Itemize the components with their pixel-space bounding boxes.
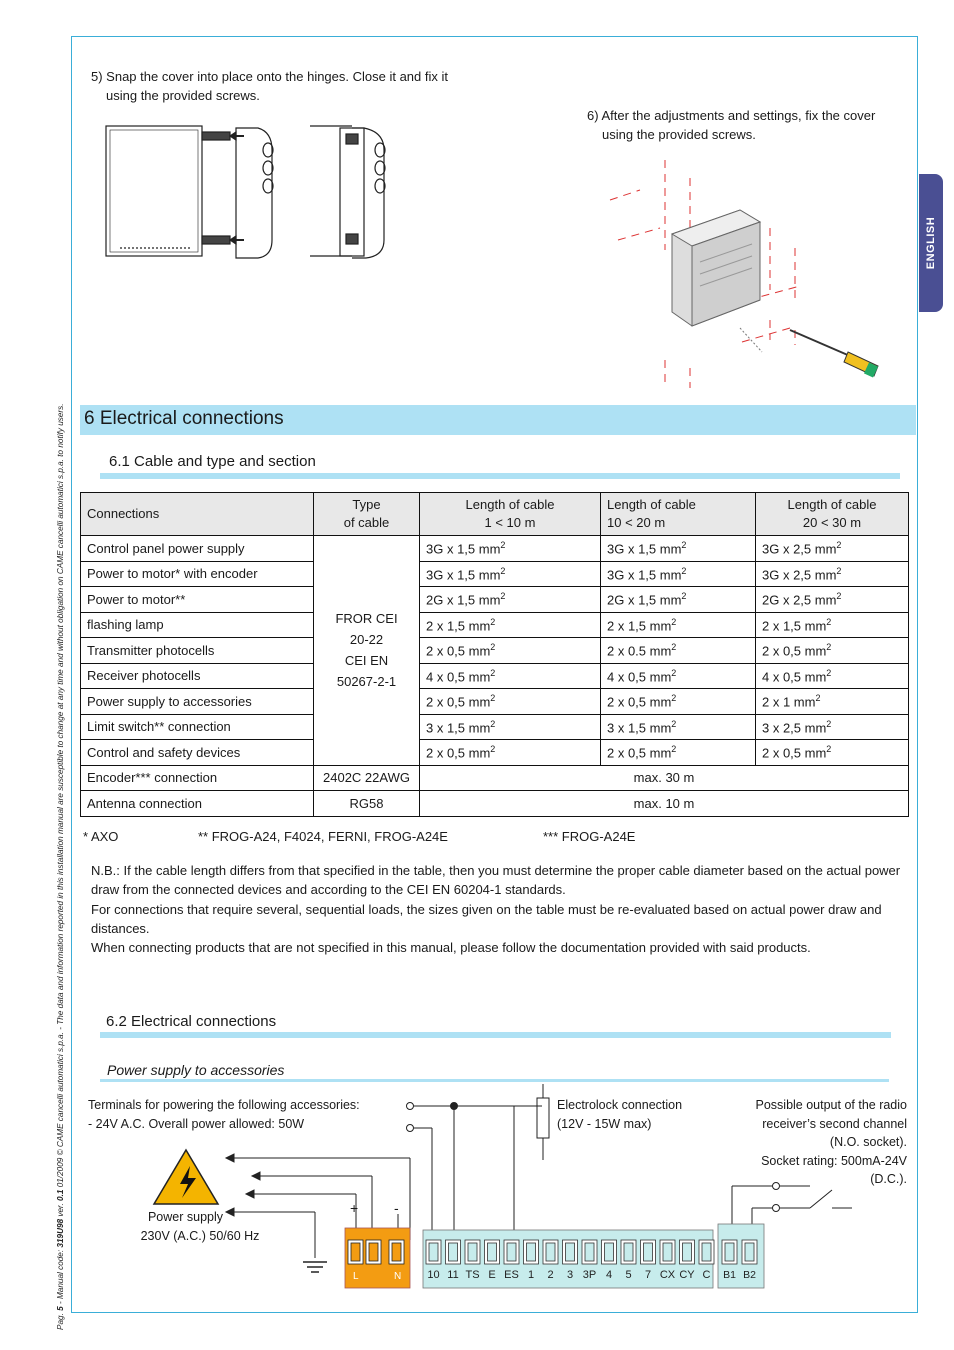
cable-section: 2 x 0,5 $mm^2$ bbox=[601, 689, 756, 715]
cable-section: 2 x 0,5 $mm^2$ bbox=[756, 638, 909, 664]
terminal-screw-inner bbox=[702, 1243, 711, 1261]
cable-section: 2 x 1,5 $mm^2$ bbox=[756, 612, 909, 638]
cover-screw-illustration bbox=[610, 160, 878, 388]
footnote-1: * AXO bbox=[83, 829, 119, 844]
table-row bbox=[81, 714, 909, 740]
cover-hinge-illustration-2 bbox=[310, 126, 385, 258]
connection-name: Antenna connection bbox=[81, 791, 314, 817]
table-row bbox=[81, 638, 909, 664]
table-row bbox=[81, 561, 909, 587]
cable-section: 2 x 1,5 $mm^2$ bbox=[420, 612, 601, 638]
terminal-label: CX bbox=[659, 1269, 676, 1281]
terminal-label: C bbox=[702, 1269, 711, 1281]
table-row bbox=[81, 663, 909, 689]
connection-name: Encoder*** connection bbox=[81, 765, 314, 791]
connection-name: Transmitter photocells bbox=[81, 638, 314, 664]
terminal-screw-inner bbox=[507, 1243, 516, 1261]
cable-section: 4 x 0,5 $mm^2$ bbox=[420, 663, 601, 689]
plus-sign: + bbox=[350, 1200, 359, 1216]
cable-section: 2 x 0,5 $mm^2$ bbox=[756, 740, 909, 766]
language-tab-label: ENGLISH bbox=[925, 216, 937, 270]
terminal-screw-inner bbox=[527, 1243, 536, 1261]
cable-section: 3 x 1,5 $mm^2$ bbox=[420, 714, 601, 740]
cable-section: 2 x 1,5 $mm^2$ bbox=[601, 612, 756, 638]
terminal-label: 7 bbox=[644, 1269, 652, 1281]
terminal-screw-inner bbox=[725, 1243, 734, 1261]
power-supply-label: Power supply bbox=[147, 1210, 224, 1224]
terminals-note: Terminals for powering the following accessories: - 24V A.C. Overall power allowed: 50W bbox=[88, 1098, 360, 1131]
cable-section: 2 x 0,5 $mm^2$ bbox=[601, 740, 756, 766]
terminal-screw-inner bbox=[663, 1243, 672, 1261]
table-row bbox=[81, 587, 909, 613]
cable-section: 2G x 1,5 $mm^2$ bbox=[601, 587, 756, 613]
diagram-title-rule bbox=[100, 1079, 889, 1082]
terminal-label: CY bbox=[679, 1269, 695, 1281]
terminal-label: 1 bbox=[527, 1269, 535, 1281]
cable-type: RG58 bbox=[314, 791, 420, 817]
minus-sign: - bbox=[394, 1200, 399, 1216]
terminal-N-label: N bbox=[394, 1271, 402, 1282]
terminal-label: 2 bbox=[547, 1269, 554, 1281]
cable-section: 3G x 1,5 $mm^2$ bbox=[601, 561, 756, 587]
section-header: 6 Electrical connections bbox=[80, 405, 916, 435]
terminal-screw-inner bbox=[745, 1243, 754, 1261]
cable-section: 2 x 0,5 $mm^2$ bbox=[420, 740, 601, 766]
cable-type-merged: FROR CEI 20-22 CEI EN 50267-2-1 bbox=[314, 536, 420, 766]
step-5-text: 5) Snap the cover into place onto the hinges. Close it and fix it using the provided screws. bbox=[91, 69, 448, 103]
subsection-6-2-rule bbox=[100, 1032, 891, 1038]
max-length: max. 10 m bbox=[420, 791, 909, 817]
terminal-L-label: L bbox=[353, 1271, 359, 1282]
connection-name: Receiver photocells bbox=[81, 663, 314, 689]
connection-name: Control panel power supply bbox=[81, 536, 314, 562]
cable-type: 2402C 22AWG bbox=[314, 765, 420, 791]
connection-name: Power supply to accessories bbox=[81, 689, 314, 715]
cable-table: Connections Type of cable Length of cable 1 < 10 m Length of cable 10 < 20 m Length of cable 20 < 30 m Control panel power supply FROR CEI 20-22 CEI EN 50267-2-1 3G x 1,5 $mm^2$ 3G x 1,5 $mm^2$ 3G x 2,5 $mm^2$ Power to motor* with encoder 3G x 1,5 $mm^2$ 3G x 1,5 $mm^2$ 3G x 2,5 $mm^2$ Power to motor** 2G x 1,5 $mm^2$ 2G x 1,5 $mm^2$ 2G x 2,5 $mm^2$ flashing lamp 2 x 1,5 $mm^2$ 2 x 1,5 $mm^2$ 2 x 1,5 $mm^2$ Transmitter photocells 2 x 0,5 $mm^2$ 2 x 0.5 $mm^2$ 2 x 0,5 $mm^2$ Receiver photocells 4 x 0,5 $mm^2$ 4 x 0,5 $mm^2$ 4 x 0,5 $mm^2$ Power supply to accessories 2 x 0,5 $mm^2$ 2 x 0,5 $mm^2$ 2 x 1 $mm^2$ Limit switch** connection 3 x 1,5 $mm^2$ 3 x 1,5 $mm^2$ 3 x 2,5 $mm^2$ Control and safety devices 2 x 0,5 $mm^2$ 2 x 0,5 $mm^2$ 2 x 0,5 $mm^2$ Encoder*** connection 2402C 22AWG max. 30 m Antenna connection RG58 max. 10 m bbox=[80, 492, 909, 817]
step-6-text: 6) After the adjustments and settings, fix the cover using the provided screws. bbox=[587, 108, 876, 142]
terminal-screw-inner bbox=[546, 1243, 555, 1261]
manual-note: Pag. 5 - Manual code: 319U98 ver. 0.1 01/2009 © CAME cancelli automatici s.p.a. - The data and information reported in this installation manual are susceptible to change at any time and without obligation on CAME cancelli automatici s.p.a. to notify users. bbox=[56, 403, 65, 1330]
notes: N.B.: If the cable length differs from that specified in the table, then you must determine the proper cable diameter based on the actual power draw from the connected devices and according to the CEI EN 60204-1 standards. For connections that require several, sequential loads, the sizes given on the table must be re-evaluated based on actual power draw and distances. When connecting products that are not specified in this manual, please follow the documentation provided with said products. bbox=[91, 863, 901, 956]
cable-section: 3G x 2,5 $mm^2$ bbox=[756, 561, 909, 587]
encoder-row bbox=[81, 765, 909, 791]
terminal-label: B1 bbox=[723, 1269, 736, 1281]
strip-cells bbox=[426, 1240, 757, 1264]
terminal-screw-inner bbox=[429, 1243, 438, 1261]
terminal-screw-inner bbox=[683, 1243, 692, 1261]
cable-section: 3G x 1,5 $mm^2$ bbox=[420, 536, 601, 562]
footnote-3: *** FROG-A24E bbox=[543, 829, 636, 844]
footnote-2: ** FROG-A24, F4024, FERNI, FROG-A24E bbox=[198, 829, 448, 844]
max-length: max. 30 m bbox=[420, 765, 909, 791]
connection-name: Limit switch** connection bbox=[81, 714, 314, 740]
cable-section: 2 x 0.5 $mm^2$ bbox=[601, 638, 756, 664]
subsection-6-1: 6.1 Cable and type and section bbox=[109, 453, 316, 470]
cable-section: 2 x 0,5 $mm^2$ bbox=[420, 689, 601, 715]
connection-name: flashing lamp bbox=[81, 612, 314, 638]
connection-name: Power to motor** bbox=[81, 587, 314, 613]
terminal-screw-inner bbox=[468, 1243, 477, 1261]
terminal-screw-inner bbox=[585, 1243, 594, 1261]
terminal-screw-inner bbox=[488, 1243, 497, 1261]
terminal-label: 3P bbox=[582, 1269, 597, 1281]
table-row bbox=[81, 689, 909, 715]
terminal-label: 4 bbox=[605, 1269, 613, 1281]
warning-high-voltage-icon bbox=[154, 1150, 218, 1204]
cable-section: 2 x 0,5 $mm^2$ bbox=[420, 638, 601, 664]
terminal-label: 3 bbox=[566, 1269, 574, 1281]
cable-section: 3G x 2,5 $mm^2$ bbox=[756, 536, 909, 562]
cable-section: 4 x 0,5 $mm^2$ bbox=[601, 663, 756, 689]
table-row bbox=[81, 536, 909, 562]
terminal-label: 11 bbox=[447, 1269, 459, 1281]
terminal-screw-inner bbox=[449, 1243, 458, 1261]
cable-section: 2G x 2,5 $mm^2$ bbox=[756, 587, 909, 613]
terminal-screw-inner bbox=[644, 1243, 653, 1261]
cover-hinge-illustration-1 bbox=[106, 126, 273, 258]
cable-section: 3G x 1,5 $mm^2$ bbox=[420, 561, 601, 587]
terminal-screw-inner bbox=[605, 1243, 614, 1261]
subsection-6-2: 6.2 Electrical connections bbox=[106, 1013, 277, 1030]
diagram-title: Power supply to accessories bbox=[107, 1062, 285, 1078]
terminal-label: ES bbox=[504, 1269, 519, 1281]
cable-section: 3 x 1,5 $mm^2$ bbox=[601, 714, 756, 740]
electrolock-label: Electrolock connection (12V - 15W max) bbox=[557, 1098, 683, 1131]
terminal-label: 10 bbox=[427, 1269, 440, 1281]
terminal-label: 5 bbox=[625, 1269, 632, 1281]
cable-section: 3G x 1,5 $mm^2$ bbox=[601, 536, 756, 562]
antenna-row bbox=[81, 791, 909, 817]
connection-name: Control and safety devices bbox=[81, 740, 314, 766]
power-supply-spec: 230V (A.C.) 50/60 Hz bbox=[140, 1229, 260, 1243]
table-row bbox=[81, 612, 909, 638]
terminal-label: TS bbox=[465, 1269, 480, 1281]
cable-section: 4 x 0,5 $mm^2$ bbox=[756, 663, 909, 689]
subsection-6-1-rule bbox=[100, 473, 900, 479]
terminal-label: B2 bbox=[743, 1269, 756, 1281]
connection-name: Power to motor* with encoder bbox=[81, 561, 314, 587]
terminal-screw-inner bbox=[624, 1243, 633, 1261]
terminal-label: E bbox=[488, 1269, 496, 1281]
cable-section: 3 x 2,5 $mm^2$ bbox=[756, 714, 909, 740]
terminal-screw-inner bbox=[566, 1243, 575, 1261]
cable-section: 2G x 1,5 $mm^2$ bbox=[420, 587, 601, 613]
cable-section: 2 x 1 $mm^2$ bbox=[756, 689, 909, 715]
radio-output-label: Possible output of the radio receiver’s second channel (N.O. socket). Socket rating: 500mA-24V (D.C.). bbox=[755, 1098, 907, 1186]
table-row bbox=[81, 740, 909, 766]
